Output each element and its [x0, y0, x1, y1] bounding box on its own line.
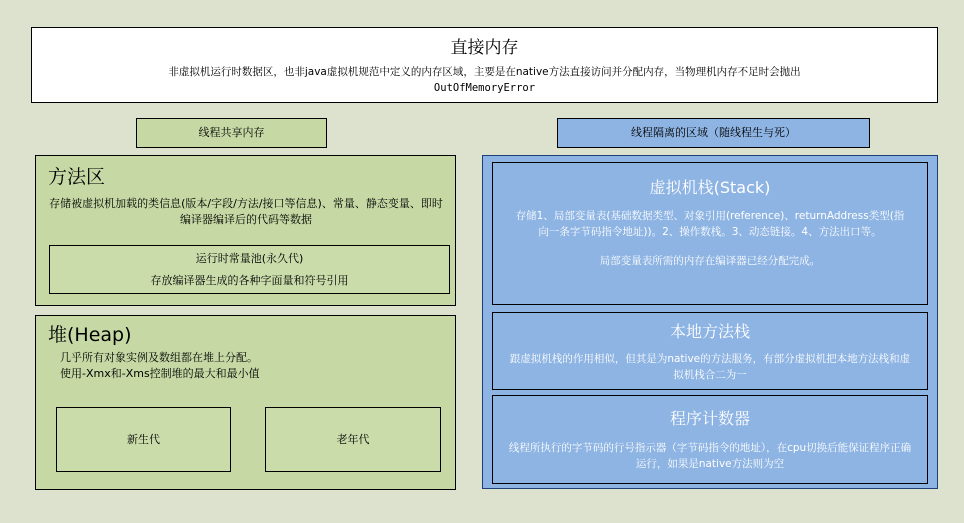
heap-desc-line1: 几乎所有对象实例及数组都在堆上分配。 [60, 351, 258, 364]
native-stack-box [492, 312, 928, 390]
constant-pool-box [49, 245, 450, 294]
heap-title: 堆(Heap) [48, 324, 132, 346]
native-stack-desc: 跟虚拟机栈的作用相似，但其是为native的方法服务，有部分虚拟机把本地方法栈和虚拟机栈合二为一 [509, 353, 911, 381]
young-generation-box: 新生代 [56, 407, 231, 472]
isolated-region-box [482, 155, 938, 489]
constant-pool-title: 运行时常量池(永久代) [195, 252, 304, 265]
program-counter-box [492, 395, 928, 484]
vm-stack-desc: 存储1、局部变量表(基础数据类型、对象引用(reference)、returnAddress类型(指向一条字节码指令地址))。2、操作数栈。3、动态链接。4、方法出口等。 [515, 210, 905, 238]
method-area-box [35, 155, 456, 306]
old-generation-box: 老年代 [265, 407, 441, 472]
method-area-title: 方法区 [48, 166, 106, 188]
program-counter-desc: 线程所执行的字节码的行号指示器（字节码指令的地址），在cpu切换后能保证程序正确运行，如果是native方法则为空 [508, 442, 912, 470]
direct-memory-title: 直接内存 [450, 38, 519, 58]
isolated-memory-label: 线程隔离的区域（随线程生与死） [557, 118, 870, 148]
vm-stack-title: 虚拟机栈(Stack) [649, 178, 771, 197]
heap-desc-line2: 使用-Xmx和-Xms控制堆的最大和最小值 [60, 367, 260, 380]
program-counter-title: 程序计数器 [669, 409, 750, 428]
vm-stack-box [492, 162, 928, 305]
direct-memory-error: OutOfMemoryError [433, 82, 536, 94]
method-area-desc: 存储被虚拟机加载的类信息(版本/字段/方法/接口等信息)、常量、静态变量、即时编译器编译后的代码等数据 [49, 197, 443, 226]
constant-pool-desc: 存放编译器生成的各种字面量和符号引用 [150, 274, 349, 287]
direct-memory-box [31, 27, 938, 103]
shared-memory-label: 线程共享内存 [136, 118, 327, 148]
vm-stack-note: 局部变量表所需的内存在编译器已经分配完成。 [599, 255, 821, 267]
direct-memory-desc: 非虚拟机运行时数据区，也非java虚拟机规范中定义的内存区域，主要是在native方法直接访问并分配内存，当物理机内存不足时会抛出 [168, 66, 801, 78]
heap-box [35, 315, 456, 490]
native-stack-title: 本地方法栈 [669, 322, 750, 341]
